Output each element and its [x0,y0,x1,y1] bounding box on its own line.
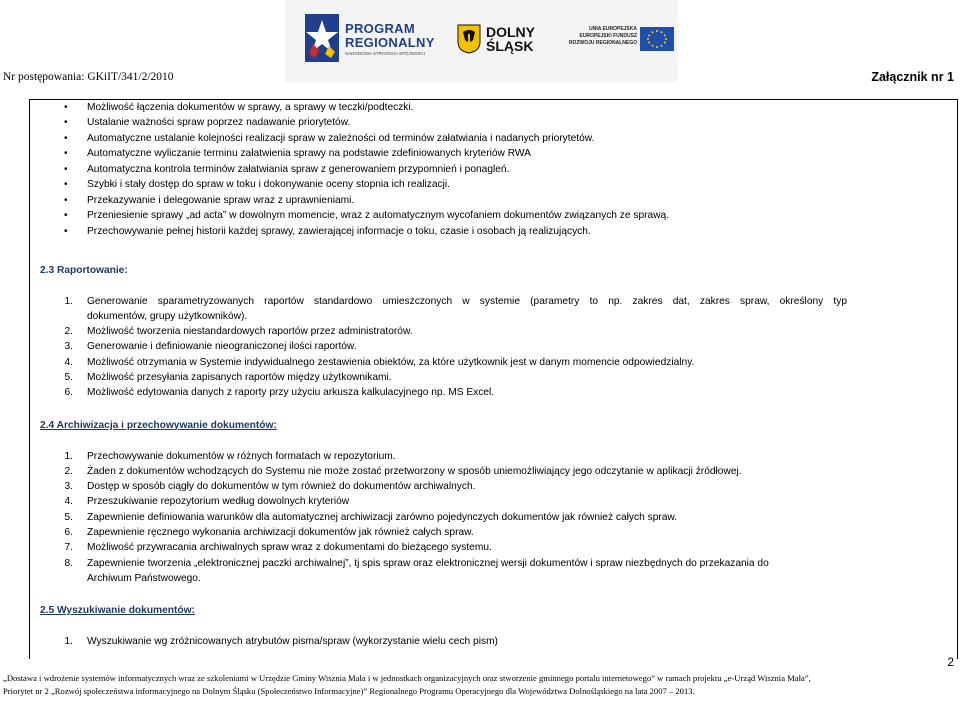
section-title: 2.3 Raportowanie: [40,265,128,276]
bullet-dot: • [64,164,68,175]
list-number: 5. [64,372,73,383]
logo-banner [285,0,678,82]
list-item-line: Zapewnienie definiowania warunków dla automatycznej archiwizacji zarówno pojedynczych dokumentów jak również całych spraw. [87,511,678,523]
list-item-line: Dostęp w sposób ciągły do dokumentów w tym również do dokumentów archiwalnych. [87,481,476,493]
bullet-dot: • [64,195,68,206]
list-number: 1. [64,295,73,307]
bullet-item: Przeniesienie sprawy „ad acta” w dowolnym momencie, wraz z automatycznym wycofaniem dokumentów związanych ze sprawą. [87,210,670,221]
list-number: 6. [64,527,73,538]
list-item-line: Zapewnienie ręcznego wykonania archiwizacji dokumentów jak również całych spraw. [87,527,474,538]
strategy-caption: NARODOWA STRATEGIA SPÓJNOŚCI [345,51,426,56]
bullet-dot: • [64,210,68,221]
slask-text: ŚLĄSK [486,38,534,54]
list-item-line: Możliwość otrzymania w Systemie indywidualnego zestawienia obiektów, za które użytkownik jest w danym momencie odpowiedzialny. [87,356,695,368]
list-number: 4. [64,356,73,368]
list-number: 6. [64,387,73,399]
list-number: 5. [64,511,73,523]
dolny-text: DOLNY [486,24,535,40]
footer-line-1: „Dostawa i wdrożenie systemów informatycznych wraz ze szkoleniami w Urzędzie Gminy Wisznia Mała i w jednostkach organizacyjnych oraz stworzenie gminnego portalu internetowego” w ramach projektu „e-Urząd Wisznia Mała”, [3,673,811,683]
list-item-line: Archiwum Państwowego. [87,572,201,584]
bullet-item: Przechowywanie pełnej historii każdej sprawy, zawierającej informacje o toku, czasie i osobach ją realizujących. [87,226,591,237]
bullet-item: Ustalanie ważności spraw poprzez nadawanie priorytetów. [87,117,351,128]
program-title: PROGRAM [345,21,415,36]
bullet-dot: • [64,148,68,159]
bullet-item: Automatyczna kontrola terminów załatwiania spraw z generowaniem przypomnień i ponagleń. [87,164,510,175]
list-number: 3. [64,481,73,493]
section-heading [40,604,195,617]
bullet-dot: • [64,226,68,237]
list-number: 3. [64,341,73,353]
eagle-crest-icon [457,24,481,54]
list-item-line: Wyszukiwanie wg zróżnicowanych atrybutów pisma/spraw (wykorzystanie wielu cech pism) [87,635,498,647]
bullet-dot: • [64,179,68,190]
section-title: 2.5 Wyszukiwanie dokumentów: [40,605,195,616]
list-item-line: Generowanie sparametryzowanych raportów standardowo umieszczonych w systemie (parametry to np. zakres dat, zakres spraw, określony typ [87,295,847,307]
bullet-item: Szybki i stały dostęp do spraw w toku i dokonywanie oceny stopnia ich realizacji. [87,179,450,190]
dolny-slask-logo [457,24,547,58]
list-item-line: Przeszukiwanie repozytorium według dowolnych kryteriów [87,496,350,508]
list-number: 4. [64,496,73,508]
tender-reference: Nr postępowania: GKiIT/341/2/2010 [3,71,174,83]
list-item-line: Możliwość edytowania danych z raporty przy użyciu arkusza kalkulacyjnego np. MS Excel. [87,387,495,399]
section-title: 2.4 Archiwizacja i przechowywanie dokumentów: [40,420,277,431]
eu-text-3: ROZWOJU REGIONALNEGO [568,40,637,46]
list-item-line: Możliwość tworzenia niestandardowych raportów przez administratorów. [87,326,413,338]
list-item-line: Zapewnienie tworzenia „elektronicznej paczki archiwalnej”, tj spis spraw oraz elektronicznej wersji dokumentów i spraw niezbędnych do przekazania do [87,557,769,569]
list-number: 1. [64,635,73,647]
program-star-icon [305,14,339,62]
list-item-line: Przechowywanie dokumentów w różnych formatach w repozytorium. [87,450,396,462]
footer-line-2: Priorytet nr 2 „Rozwój społeczeństwa informacyjnego na Dolnym Śląsku (Społeczeństwo Informacyjne)” Regionalnego Programu Operacyjnego dla Województwa Dolnośląskiego na lata 2007 – 2013. [3,686,695,696]
regionalny-title: REGIONALNY [345,35,435,50]
bullet-item: Automatyczne wyliczanie terminu załatwienia sprawy na podstawie zdefiniowanych kryteriów RWA [87,148,531,159]
list-item-line: Żaden z dokumentów wchodzących do Systemu nie może zostać przetworzony w sposób uniemożliwiający jego odczytanie w aplikacji źródłowej. [87,465,742,477]
eu-text-2: EUROPEJSKI FUNDUSZ [579,33,637,39]
bullet-item: Automatyczne ustalanie kolejności realizacji spraw w zależności od terminów załatwiania i nadanych priorytetów. [87,133,595,144]
list-number: 2. [64,465,73,477]
section-heading [40,264,128,277]
bullet-item: Możliwość łączenia dokumentów w sprawy, a sprawy w teczki/podteczki. [87,102,414,113]
list-number: 7. [64,542,73,554]
eu-logo [567,26,675,56]
list-item-line: Generowanie i definiowanie nieograniczonej ilości raportów. [87,341,357,353]
page-number: 2 [947,655,954,669]
list-item-line: Możliwość przywracania archiwalnych spraw wraz z dokumentami do bieżącego systemu. [87,542,492,554]
list-number: 2. [64,326,73,338]
bullet-dot: • [64,117,68,128]
eu-flag-icon [640,27,674,51]
annex-label: Załącznik nr 1 [871,70,954,84]
eu-text-1: UNIA EUROPEJSKA [589,26,637,32]
list-item-line: dokumentów, grupy użytkowników). [87,310,248,322]
list-number: 8. [64,557,73,569]
program-regionalny-logo [305,14,455,64]
bullet-dot: • [64,102,68,113]
bullet-item: Przekazywanie i delegowanie spraw wraz z uprawnieniami. [87,195,355,206]
list-item-line: Możliwość przesyłania zapisanych raportów między użytkownikami. [87,372,392,383]
list-number: 1. [64,450,73,462]
section-heading [40,419,277,432]
bullet-dot: • [64,133,68,144]
